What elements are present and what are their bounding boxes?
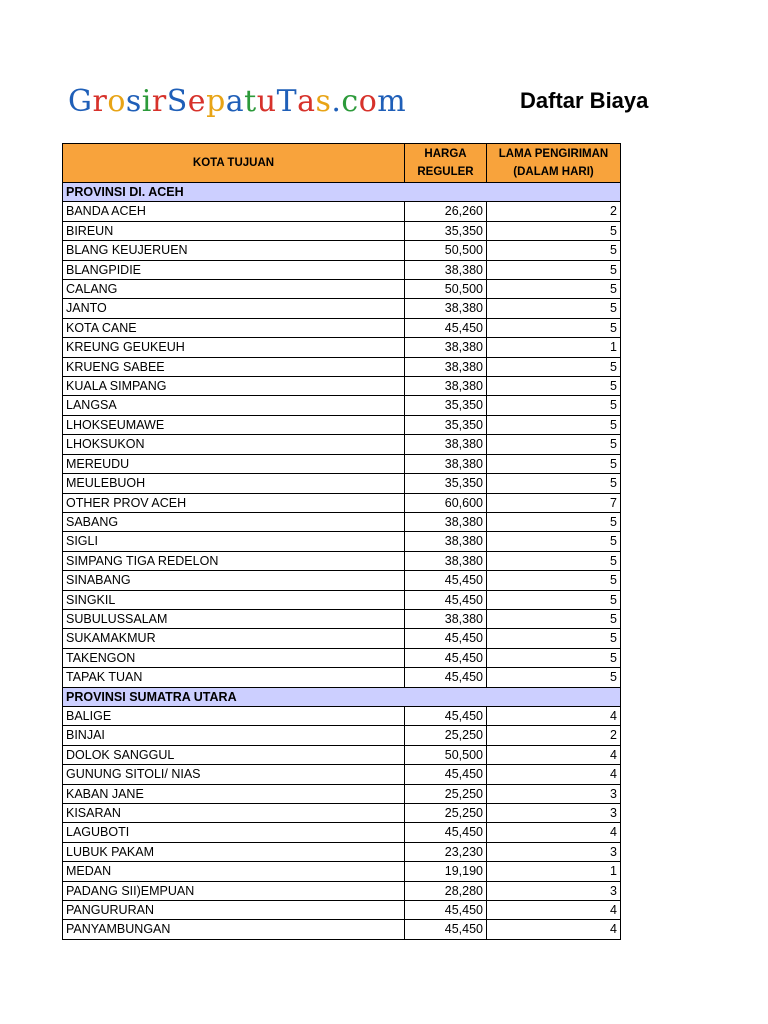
price-cell: 38,380: [405, 338, 487, 357]
table-row: [63, 260, 621, 279]
city-cell: DOLOK SANGGUL: [63, 745, 405, 764]
city-cell: SINGKIL: [63, 590, 405, 609]
price-cell: 38,380: [405, 551, 487, 570]
table-row: [63, 532, 621, 551]
table-header-row: [63, 144, 621, 183]
city-cell: SIGLI: [63, 532, 405, 551]
price-cell: 35,350: [405, 415, 487, 434]
city-cell: BLANGPIDIE: [63, 260, 405, 279]
price-cell: 45,450: [405, 668, 487, 687]
logo-letter: m: [377, 84, 407, 119]
price-cell: 38,380: [405, 454, 487, 473]
table-row: [63, 474, 621, 493]
city-cell: KABAN JANE: [63, 784, 405, 803]
header-price: [405, 144, 487, 183]
table-row: [63, 357, 621, 376]
city-cell: SUBULUSSALAM: [63, 609, 405, 628]
header-days-line1: LAMA PENGIRIMAN: [498, 148, 609, 160]
logo-letter: s: [315, 84, 332, 119]
price-cell: 38,380: [405, 260, 487, 279]
header-price-line2: REGULER: [417, 166, 474, 178]
days-cell: 5: [487, 318, 621, 337]
table-row: [63, 920, 621, 939]
days-cell: 5: [487, 512, 621, 531]
price-cell: 38,380: [405, 512, 487, 531]
price-cell: 45,450: [405, 901, 487, 920]
price-cell: 38,380: [405, 532, 487, 551]
days-cell: 5: [487, 668, 621, 687]
days-cell: 5: [487, 551, 621, 570]
logo-letter: S: [166, 84, 188, 119]
site-logo: [68, 84, 406, 119]
table-row: [63, 804, 621, 823]
table-row: [63, 648, 621, 667]
logo-letter: T: [276, 84, 298, 119]
logo-letter: o: [107, 84, 126, 119]
price-cell: 50,500: [405, 745, 487, 764]
table-row: [63, 842, 621, 861]
days-cell: 4: [487, 765, 621, 784]
city-cell: BALIGE: [63, 706, 405, 725]
days-cell: 5: [487, 396, 621, 415]
logo-letter: s: [125, 84, 142, 119]
page-title: Daftar Biaya: [520, 88, 649, 113]
price-cell: 26,260: [405, 202, 487, 221]
price-cell: 19,190: [405, 862, 487, 881]
table-row: [63, 901, 621, 920]
logo-letter: r: [92, 84, 108, 119]
days-cell: 5: [487, 415, 621, 434]
city-cell: BLANG KEUJERUEN: [63, 241, 405, 260]
days-cell: 2: [487, 726, 621, 745]
logo-letter: a: [225, 84, 245, 119]
price-cell: 38,380: [405, 377, 487, 396]
city-cell: KRUENG SABEE: [63, 357, 405, 376]
price-cell: 35,350: [405, 221, 487, 240]
price-cell: 35,350: [405, 396, 487, 415]
table-row: [63, 241, 621, 260]
city-cell: JANTO: [63, 299, 405, 318]
city-cell: KISARAN: [63, 804, 405, 823]
price-cell: 23,230: [405, 842, 487, 861]
table-row: [63, 706, 621, 725]
city-cell: SUKAMAKMUR: [63, 629, 405, 648]
table-row: [63, 512, 621, 531]
city-cell: BINJAI: [63, 726, 405, 745]
price-cell: 38,380: [405, 609, 487, 628]
days-cell: 5: [487, 571, 621, 590]
city-cell: PADANG SII)EMPUAN: [63, 881, 405, 900]
header-price-line1: HARGA: [424, 148, 467, 160]
price-cell: 28,280: [405, 881, 487, 900]
province-name: PROVINSI DI. ACEH: [63, 183, 621, 202]
price-cell: 50,500: [405, 280, 487, 299]
logo-letter: i: [141, 84, 152, 119]
table-row: [63, 415, 621, 434]
days-cell: 5: [487, 377, 621, 396]
city-cell: LHOKSEUMAWE: [63, 415, 405, 434]
table-row: [63, 881, 621, 900]
header-days: [487, 144, 621, 183]
city-cell: BANDA ACEH: [63, 202, 405, 221]
days-cell: 5: [487, 648, 621, 667]
days-cell: 5: [487, 299, 621, 318]
city-cell: SIMPANG TIGA REDELON: [63, 551, 405, 570]
city-cell: LANGSA: [63, 396, 405, 415]
days-cell: 5: [487, 435, 621, 454]
days-cell: 5: [487, 241, 621, 260]
logo-letter: a: [297, 84, 316, 119]
price-cell: 45,450: [405, 920, 487, 939]
table-row: [63, 629, 621, 648]
days-cell: 2: [487, 202, 621, 221]
table-row: [63, 280, 621, 299]
city-cell: OTHER PROV ACEH: [63, 493, 405, 512]
table-row: [63, 745, 621, 764]
logo-letter: p: [206, 84, 226, 119]
price-cell: 60,600: [405, 493, 487, 512]
days-cell: 4: [487, 901, 621, 920]
header-days-line2: (DALAM HARI): [513, 166, 594, 178]
days-cell: 5: [487, 590, 621, 609]
table-row: [63, 726, 621, 745]
price-cell: 50,500: [405, 241, 487, 260]
logo-letter: u: [256, 84, 277, 119]
city-cell: BIREUN: [63, 221, 405, 240]
logo-letter: o: [358, 84, 378, 119]
days-cell: 4: [487, 706, 621, 725]
logo-letter: t: [244, 84, 257, 119]
city-cell: MEULEBUOH: [63, 474, 405, 493]
price-cell: 25,250: [405, 784, 487, 803]
price-cell: 25,250: [405, 726, 487, 745]
city-cell: LHOKSUKON: [63, 435, 405, 454]
city-cell: MEDAN: [63, 862, 405, 881]
days-cell: 1: [487, 338, 621, 357]
price-cell: 25,250: [405, 804, 487, 823]
price-cell: 38,380: [405, 299, 487, 318]
days-cell: 5: [487, 454, 621, 473]
table-row: [63, 454, 621, 473]
price-cell: 45,450: [405, 571, 487, 590]
province-row: [63, 183, 621, 202]
table-row: [63, 765, 621, 784]
table-row: [63, 318, 621, 337]
header-city: KOTA TUJUAN: [63, 144, 405, 183]
logo-letter: c: [341, 84, 359, 119]
days-cell: 1: [487, 862, 621, 881]
table-row: [63, 590, 621, 609]
days-cell: 5: [487, 260, 621, 279]
table-row: [63, 551, 621, 570]
city-cell: GUNUNG SITOLI/ NIAS: [63, 765, 405, 784]
days-cell: 5: [487, 221, 621, 240]
city-cell: TAKENGON: [63, 648, 405, 667]
city-cell: LUBUK PAKAM: [63, 842, 405, 861]
city-cell: PANGURURAN: [63, 901, 405, 920]
table-row: [63, 299, 621, 318]
table-row: [63, 202, 621, 221]
price-cell: 45,450: [405, 318, 487, 337]
price-cell: 38,380: [405, 357, 487, 376]
table-row: [63, 668, 621, 687]
city-cell: SABANG: [63, 512, 405, 531]
logo-letter: .: [331, 84, 342, 119]
price-cell: 35,350: [405, 474, 487, 493]
province-row: [63, 687, 621, 706]
city-cell: KUALA SIMPANG: [63, 377, 405, 396]
days-cell: 4: [487, 920, 621, 939]
table-row: [63, 435, 621, 454]
days-cell: 5: [487, 280, 621, 299]
days-cell: 4: [487, 745, 621, 764]
shipping-cost-table: [62, 143, 621, 940]
days-cell: 5: [487, 532, 621, 551]
logo-letter: G: [68, 84, 93, 119]
days-cell: 3: [487, 804, 621, 823]
city-cell: SINABANG: [63, 571, 405, 590]
table-row: [63, 493, 621, 512]
city-cell: TAPAK TUAN: [63, 668, 405, 687]
city-cell: LAGUBOTI: [63, 823, 405, 842]
city-cell: KREUNG GEUKEUH: [63, 338, 405, 357]
days-cell: 4: [487, 823, 621, 842]
table-row: [63, 784, 621, 803]
days-cell: 3: [487, 881, 621, 900]
price-cell: 38,380: [405, 435, 487, 454]
logo-letter: e: [187, 84, 207, 119]
price-cell: 45,450: [405, 648, 487, 667]
days-cell: 5: [487, 474, 621, 493]
city-cell: MEREUDU: [63, 454, 405, 473]
price-cell: 45,450: [405, 590, 487, 609]
days-cell: 3: [487, 784, 621, 803]
price-cell: 45,450: [405, 706, 487, 725]
table-row: [63, 377, 621, 396]
price-cell: 45,450: [405, 765, 487, 784]
days-cell: 7: [487, 493, 621, 512]
province-name: PROVINSI SUMATRA UTARA: [63, 687, 621, 706]
city-cell: PANYAMBUNGAN: [63, 920, 405, 939]
table-row: [63, 221, 621, 240]
days-cell: 5: [487, 357, 621, 376]
days-cell: 3: [487, 842, 621, 861]
city-cell: CALANG: [63, 280, 405, 299]
days-cell: 5: [487, 609, 621, 628]
table-row: [63, 396, 621, 415]
price-cell: 45,450: [405, 823, 487, 842]
city-cell: KOTA CANE: [63, 318, 405, 337]
table-row: [63, 338, 621, 357]
table-row: [63, 571, 621, 590]
table-row: [63, 862, 621, 881]
table-row: [63, 609, 621, 628]
days-cell: 5: [487, 629, 621, 648]
logo-letter: r: [151, 84, 167, 119]
table-row: [63, 823, 621, 842]
price-cell: 45,450: [405, 629, 487, 648]
